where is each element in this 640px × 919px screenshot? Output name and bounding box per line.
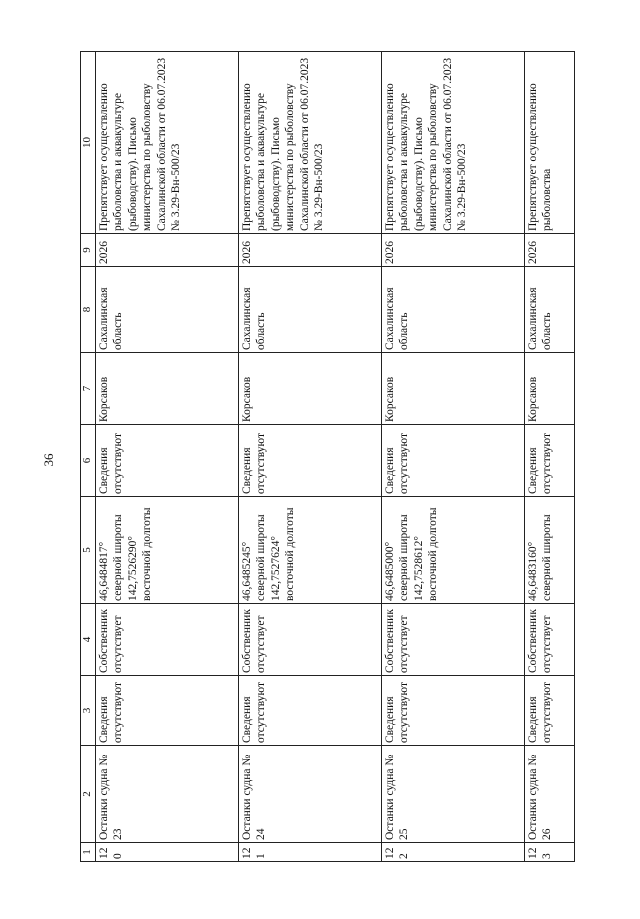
note: Препятствует осуществлению рыболовства [525,52,575,234]
table-row [382,52,525,862]
col-header: 7 [81,353,96,425]
owner-info: Сведения отсутствуют [239,676,382,746]
region: Сахалинская область [239,267,382,353]
col-header: 4 [81,604,96,676]
registry-table [80,51,575,862]
col-header: 1 [81,843,96,862]
col-header: 9 [81,234,96,267]
object-name: Останки судна № 25 [382,746,525,843]
year: 2026 [382,234,525,267]
info: Сведения отсутствуют [239,425,382,497]
year: 2026 [525,234,575,267]
info: Сведения отсутствуют [525,425,575,497]
city: Корсаков [96,353,239,425]
col-header: 6 [81,425,96,497]
region: Сахалинская область [525,267,575,353]
row-number: 123 [525,843,575,862]
row-number: 121 [239,843,382,862]
row-number: 122 [382,843,525,862]
owner: Собственник отсутствует [239,604,382,676]
city: Корсаков [239,353,382,425]
region: Сахалинская область [96,267,239,353]
region: Сахалинская область [382,267,525,353]
year: 2026 [96,234,239,267]
col-header: 10 [81,52,96,234]
owner-info: Сведения отсутствуют [525,676,575,746]
object-name: Останки судна № 23 [96,746,239,843]
coordinates: 46,6485245° северной широты 142,7527624° восточной долготы [239,497,382,604]
col-header: 2 [81,746,96,843]
object-name: Останки судна № 24 [239,746,382,843]
rotated-table-container [80,52,554,862]
page-number: 36 [41,453,56,467]
info: Сведения отсутствуют [96,425,239,497]
row-number: 120 [96,843,239,862]
info: Сведения отсутствуют [382,425,525,497]
note: Препятствует осуществлению рыболовства и аквакультуре (рыбоводству). Письмо министерства по рыболовству Сахалинской области от 06.07.2023 № 3.29-Вн-500/23 [239,52,382,234]
coordinates: 46,6483160° северной широты [525,497,575,604]
table-row [525,52,575,862]
owner: Собственник отсутствует [96,604,239,676]
col-header: 5 [81,497,96,604]
note: Препятствует осуществлению рыболовства и аквакультуре (рыбоводству). Письмо министерства по рыболовству Сахалинской области от 06.07.2023 № 3.29-Вн-500/23 [382,52,525,234]
city: Корсаков [525,353,575,425]
city: Корсаков [382,353,525,425]
table-row [239,52,382,862]
year: 2026 [239,234,382,267]
owner-info: Сведения отсутствуют [382,676,525,746]
object-name: Останки судна № 26 [525,746,575,843]
owner-info: Сведения отсутствуют [96,676,239,746]
col-header: 3 [81,676,96,746]
table-row [96,52,239,862]
column-number-row [81,52,96,862]
owner: Собственник отсутствует [525,604,575,676]
owner: Собственник отсутствует [382,604,525,676]
coordinates: 46,6484817° северной широты 142,7526290° восточной долготы [96,497,239,604]
coordinates: 46,6485000° северной широты 142,7528612° восточной долготы [382,497,525,604]
note: Препятствует осуществлению рыболовства и аквакультуре (рыбоводству). Письмо министерства по рыболовству Сахалинской области от 06.07.2023 № 3.29-Вн-500/23 [96,52,239,234]
col-header: 8 [81,267,96,353]
